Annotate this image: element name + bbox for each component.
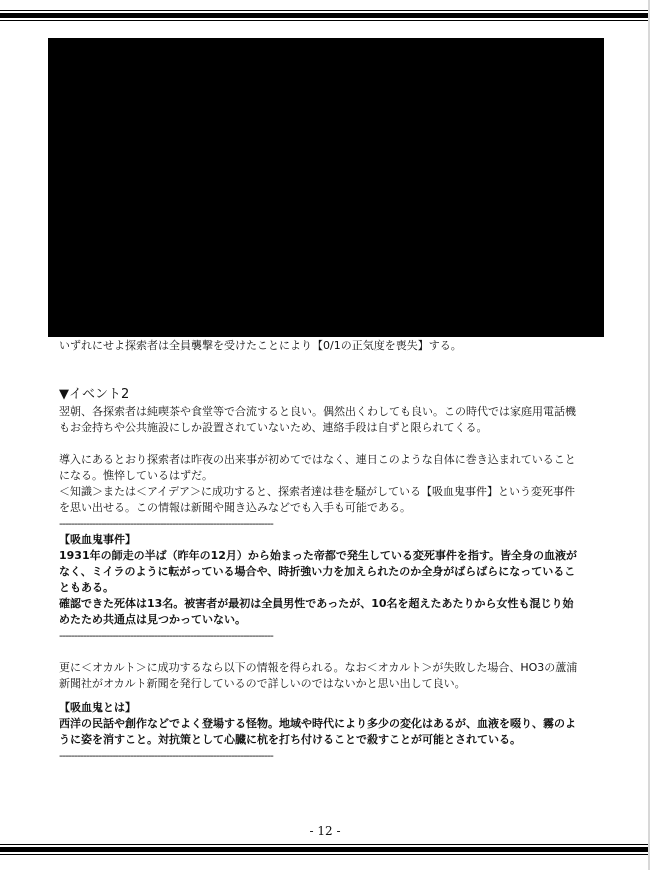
event-paragraph-2: 導入にあるとおり探索者は昨夜の出来事が初めてではなく、連日このような自体に巻き込まれていることになる。憔悴しているはずだ。 bbox=[59, 453, 576, 482]
redacted-image bbox=[48, 38, 604, 337]
event-heading: ▼イベント2 bbox=[59, 387, 130, 402]
page-content bbox=[59, 338, 579, 764]
divider-line: ------------------------------------------------------------------------ bbox=[59, 749, 273, 762]
info-box-title: 【吸血鬼とは】 bbox=[59, 701, 136, 714]
info-box-paragraph-2: 確認できた死体は13名。被害者が最初は全員男性であったが、10名を超えたあたりから女性も混じり始めたため共通点は見つかっていない。 bbox=[59, 597, 574, 626]
divider-line: ------------------------------------------------------------------------ bbox=[59, 517, 273, 530]
info-box-title: 【吸血鬼事件】 bbox=[59, 533, 136, 546]
intro-paragraph: いずれにせよ探索者は全員襲撃を受けたことにより【0/1の正気度を喪失】する。 bbox=[59, 339, 462, 352]
event-paragraph-1: 翌朝、各探索者は純喫茶や食堂等で合流すると良い。偶然出くわしても良い。この時代では家庭用電話機もお金持ちや公共施設にしか設置されていないため、連絡手段は自ずと限られてくる。 bbox=[59, 405, 576, 434]
info-box-paragraph-1: 1931年の師走の半ば（昨年の12月）から始まった帝都で発生している変死事件を指す。皆全身の血液がなく、ミイラのように転がっている場合や、時折強い力を加えられたのか全身がばらばらになっていることもある。 bbox=[59, 549, 578, 594]
occult-paragraph: 更に＜オカルト＞に成功するなら以下の情報を得られる。なお＜オカルト＞が失敗した場合、HO3の蘆浦新聞社がオカルト新聞を発行しているので詳しいのではないかと思い出して良い。 bbox=[59, 661, 578, 690]
divider-line: ------------------------------------------------------------------------ bbox=[59, 629, 273, 642]
top-border-rule bbox=[0, 10, 650, 23]
page-number: - 12 - bbox=[309, 824, 341, 838]
info-box-paragraph: 西洋の民話や創作などでよく登場する怪物。地域や時代により多少の変化はあるが、血液を啜り、霧のように姿を消すこと。対抗策として心臓に杭を打ち付けることで殺すことが可能とされている。 bbox=[59, 717, 576, 746]
bottom-border-rule bbox=[0, 844, 650, 857]
event-paragraph-3: ＜知識＞または＜アイデア＞に成功すると、探索者達は巷を騒がしている【吸血鬼事件】という変死事件を思い出せる。この情報は新聞や聞き込みなどでも入手も可能である。 bbox=[59, 485, 576, 514]
